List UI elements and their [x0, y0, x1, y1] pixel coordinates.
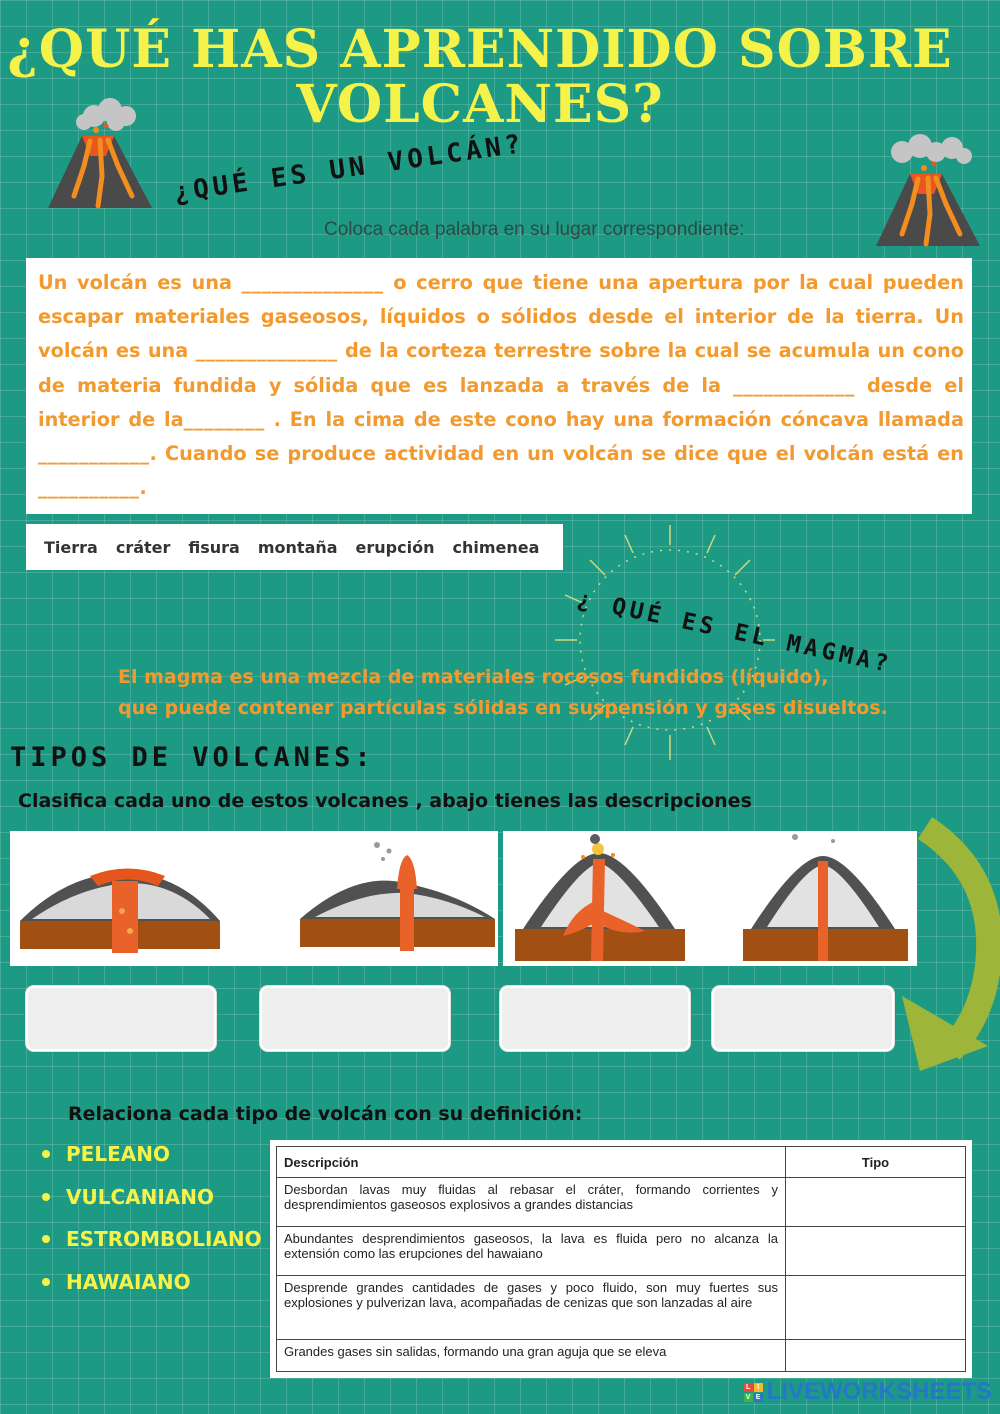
table-row — [277, 1227, 966, 1276]
bullet-icon — [42, 1150, 50, 1158]
word-bank — [26, 524, 563, 570]
type-label: ESTROMBOLIANO — [66, 1227, 262, 1251]
type-item-peleano[interactable] — [40, 1138, 262, 1181]
page-title: ¿QUÉ HAS APRENDIDO SOBRE VOLCANES? — [7, 19, 953, 135]
bullet-icon — [42, 1235, 50, 1243]
word-bank-item[interactable]: montaña — [257, 537, 338, 557]
magma-definition — [118, 662, 918, 724]
description-cell: Grandes gases sin salidas, formando una gran aguja que se eleva — [277, 1340, 786, 1372]
answer-box-3[interactable] — [500, 986, 690, 1051]
type-item-vulcaniano[interactable] — [40, 1181, 262, 1224]
section-heading-magma: ¿ QUÉ ES EL MAGMA? — [574, 586, 895, 679]
blank-1[interactable]: ______________ — [241, 271, 384, 294]
blank-2[interactable]: ______________ — [195, 339, 338, 363]
fill-instruction: Coloca cada palabra en su lugar correspondiente: — [324, 219, 745, 240]
type-item-hawaiano[interactable] — [40, 1266, 262, 1309]
classify-instruction: Clasifica cada uno de estos volcanes , abajo tienes las descripciones — [18, 790, 752, 812]
tipo-answer-cell[interactable] — [786, 1227, 966, 1276]
logo-letter: V — [744, 1393, 753, 1402]
type-label: HAWAIANO — [66, 1269, 191, 1294]
word-bank-item[interactable]: Tierra — [44, 537, 98, 557]
section-heading-tipos: TIPOS DE VOLCANES: — [10, 742, 375, 773]
logo-text: LIVEWORKSHEETS — [766, 1378, 992, 1405]
relate-instruction: Relaciona cada tipo de volcán con su definición: — [68, 1103, 583, 1125]
table-row — [277, 1178, 966, 1227]
paragraph-text: de la corteza terrestre sobre la cual se acumula un cono de materia fundida y sólida que es lanzada a través de la — [38, 339, 964, 397]
answer-box-2[interactable] — [260, 986, 450, 1051]
volcano-images-panel-1 — [10, 831, 498, 966]
description-cell: Abundantes desprendimientos gaseosos, la lava es fluida pero no alcanza la extensión como las erupciones del hawaiano — [277, 1227, 786, 1276]
table-header-row — [277, 1147, 966, 1178]
section-heading-volcan: ¿QUÉ ES UN VOLCÁN? — [171, 129, 527, 208]
blank-6[interactable]: __________ — [38, 476, 140, 500]
answer-box-4[interactable] — [712, 986, 894, 1051]
tipo-answer-cell[interactable] — [786, 1276, 966, 1340]
definitions-table — [276, 1146, 966, 1372]
volcano-images-panel-2 — [503, 831, 917, 966]
paragraph-text: . Cuando se produce actividad en un volcán se dice que el volcán está en — [149, 442, 964, 466]
paragraph-text: . En la cima de este cono hay una formación cóncava llamada — [264, 407, 964, 431]
blank-3[interactable]: ____________ — [733, 373, 855, 397]
paragraph-text: o cerro que tiene una apertura por la cual pueden escapar materiales gaseosos, líquidos o sólidos desde el interior de la tierra. Un volcán es una — [38, 271, 964, 363]
word-bank-item[interactable]: cráter — [115, 537, 171, 557]
word-bank-item[interactable]: erupción — [355, 537, 435, 557]
paragraph-text: desde el interior de la — [38, 373, 964, 431]
type-item-estromboliano[interactable] — [40, 1223, 262, 1266]
column-header-descripcion: Descripción — [277, 1147, 786, 1178]
answer-box-1[interactable] — [26, 986, 216, 1051]
logo-grid-icon — [744, 1383, 763, 1402]
paragraph-text: Un volcán es una — [38, 271, 242, 294]
curved-arrow-icon — [880, 816, 1000, 1076]
description-cell: Desprende grandes cantidades de gases y poco fluido, son muy fuertes sus explosiones y pulverizan lava, acompañadas de cenizas que son lanzadas al aire — [277, 1276, 786, 1340]
magma-text-line: El magma es una mezcla de materiales rocosos fundidos (líquido), — [118, 666, 829, 688]
word-bank-item[interactable]: chimenea — [452, 537, 540, 557]
table-row — [277, 1340, 966, 1372]
word-bank-item[interactable]: fisura — [188, 537, 240, 557]
magma-text-line: que puede contener partículas sólidas en suspensión y gases disueltos. — [118, 697, 888, 719]
type-label: PELEANO — [66, 1142, 170, 1166]
type-label: VULCANIANO — [66, 1184, 215, 1209]
blank-5[interactable]: ___________ — [38, 442, 150, 466]
fill-in-paragraph — [26, 258, 972, 514]
logo-letter: E — [754, 1393, 763, 1402]
description-cell: Desbordan lavas muy fluidas al rebasar el cráter, formando corrientes y desprendimientos gaseosos explosivos a grandes distancias — [277, 1178, 786, 1227]
paragraph-text: . — [139, 476, 147, 500]
blank-4[interactable]: ________ — [183, 407, 265, 431]
bullet-icon — [42, 1193, 50, 1201]
logo-letter: I — [754, 1383, 763, 1392]
column-header-tipo: Tipo — [786, 1147, 966, 1178]
definitions-table-wrapper — [270, 1140, 972, 1378]
volcano-icon-left — [44, 96, 156, 211]
tipo-answer-cell[interactable] — [786, 1340, 966, 1372]
logo-letter: L — [744, 1383, 753, 1392]
bullet-icon — [42, 1278, 50, 1286]
liveworksheets-logo — [744, 1378, 992, 1406]
tipo-answer-cell[interactable] — [786, 1178, 966, 1227]
volcano-types-list — [40, 1138, 262, 1308]
table-row — [277, 1276, 966, 1340]
volcano-icon-right — [872, 134, 984, 249]
lava-dome-volcano-image — [295, 831, 495, 966]
